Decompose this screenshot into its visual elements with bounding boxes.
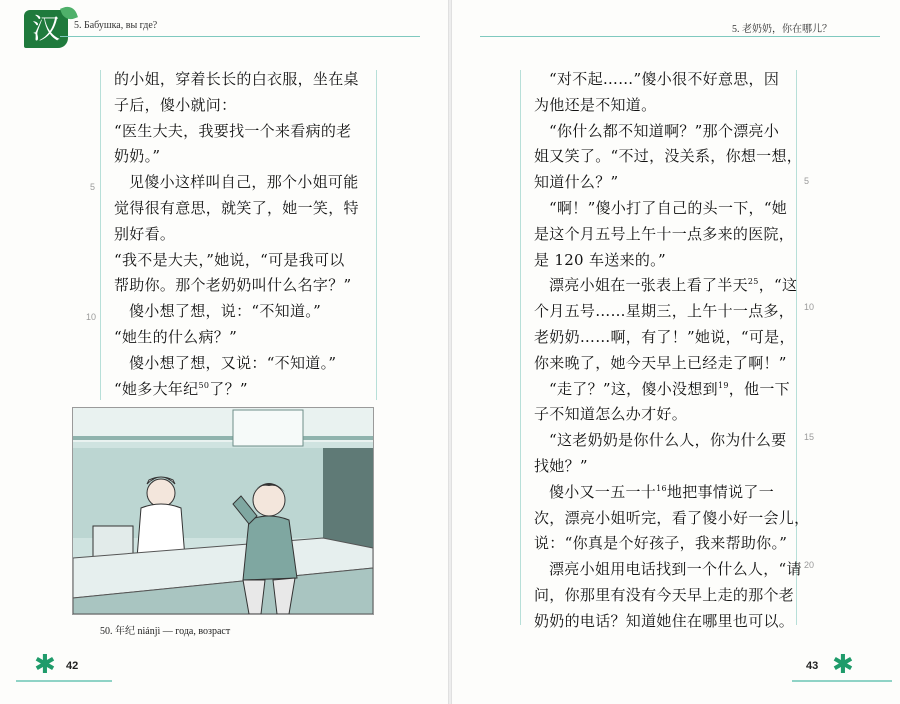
book-logo xyxy=(24,10,68,48)
text-line xyxy=(534,377,809,403)
text-line: 个月五号……星期三，上午十一点多， xyxy=(534,302,795,321)
text-line xyxy=(534,273,809,299)
text-line: 帮助你。那个老奶奶叫什么名字？” xyxy=(114,276,352,295)
text-margin-rule xyxy=(100,70,101,400)
line-number: 10 xyxy=(86,312,97,322)
text-line: 奶奶的电话？知道她住在哪里也可以。 xyxy=(534,611,795,630)
text-segment: 漂亮小姐在一张表上看了半天 xyxy=(549,276,748,295)
line-number: 5 xyxy=(804,176,810,186)
text-line: 是 120 车送来的。” xyxy=(534,250,666,269)
right-body-text xyxy=(534,67,809,635)
footer-rule xyxy=(792,680,892,682)
text-line: 的小姐，穿着长长的白衣服，坐在桌 xyxy=(114,70,359,88)
flower-icon: ✱ xyxy=(34,650,56,680)
text-margin-rule xyxy=(520,70,521,625)
text-line: 老奶奶……啊，有了！”她说，“可是， xyxy=(534,327,795,346)
text-line: “啊！”傻小打了自己的头一下，“她 xyxy=(549,198,788,217)
footer-rule xyxy=(16,680,112,682)
text-line: 觉得很有意思，就笑了，她一笑，特 xyxy=(114,198,359,217)
text-line: 见傻小这样叫自己，那个小姐可能 xyxy=(129,173,359,192)
text-segment: 傻小又一五一十 xyxy=(549,482,657,501)
text-line: 别好看。 xyxy=(114,224,176,243)
text-line: 说：“你真是个好孩子，我来帮助你。” xyxy=(534,534,788,553)
page-number: 42 xyxy=(66,660,79,672)
header-rule xyxy=(60,36,420,37)
text-line: 次，漂亮小姐听完，看了傻小好一会儿， xyxy=(534,508,810,527)
text-margin-rule xyxy=(376,70,377,400)
text-segment: “走了？”这，傻小没想到 xyxy=(549,379,718,398)
text-line: 问，你那里有没有今天早上走的那个老 xyxy=(534,585,795,604)
text-line: 找她？” xyxy=(534,456,588,475)
text-line: “她生的什么病？” xyxy=(114,327,238,346)
header-rule xyxy=(480,36,880,37)
text-line xyxy=(534,480,809,506)
text-line: 你来晚了，她今天早上已经走了啊！” xyxy=(534,353,787,372)
footnote-marker: 19 xyxy=(717,380,729,390)
illustration-svg xyxy=(73,408,373,614)
text-segment: 地把事情说了一 xyxy=(666,482,774,501)
text-segment: ，他一下 xyxy=(728,379,790,398)
text-line: 奶奶。” xyxy=(114,147,161,166)
text-line: “这老奶奶是你什么人，你为什么要 xyxy=(549,431,787,450)
text-line: “对不起……”傻小很不好意思，因 xyxy=(549,70,780,88)
page-number: 43 xyxy=(806,660,819,672)
footnote: 50. 年纪 niánjì — года, возраст xyxy=(100,626,231,637)
running-header-right: 5. 老奶奶，你在哪儿？ xyxy=(732,24,832,35)
line-number: 10 xyxy=(804,302,815,312)
text-line: 子后，傻小就问： xyxy=(114,95,237,114)
footnote-marker: 25 xyxy=(747,277,759,287)
text-line: 子不知道怎么办才好。 xyxy=(534,405,688,424)
text-line: 是这个月五号上午十一点多来的医院， xyxy=(534,224,795,243)
hospital-reception-illustration xyxy=(72,407,374,615)
text-line: 为他还是不知道。 xyxy=(534,95,657,114)
left-page xyxy=(0,0,448,704)
text-line: 知道什么？” xyxy=(534,173,619,192)
footnote-marker: 50 xyxy=(198,380,210,390)
text-line: “我不是大夫，”她说，“可是我可以 xyxy=(114,250,345,269)
text-line xyxy=(114,377,359,403)
text-line: 漂亮小姐用电话找到一个什么人，“请 xyxy=(549,560,802,579)
running-header-left: 5. Бабушка, вы где? xyxy=(74,20,158,31)
line-number: 20 xyxy=(804,560,815,570)
text-line: 傻小想了想，说：“不知道。” xyxy=(129,302,322,321)
text-line: “医生大夫，我要找一个来看病的老 xyxy=(114,121,352,140)
text-segment: “她多大年纪 xyxy=(114,379,199,398)
text-line: 傻小想了想，又说：“不知道。” xyxy=(129,353,337,372)
text-line: 姐又笑了。“不过，没关系，你想一想， xyxy=(534,147,803,166)
line-number: 15 xyxy=(804,432,815,442)
footnote-marker: 16 xyxy=(656,483,667,493)
flower-icon: ✱ xyxy=(832,650,854,680)
text-segment: ，“这 xyxy=(758,276,798,295)
text-segment: 了？” xyxy=(209,379,248,398)
logo-glyph: 汉 xyxy=(31,12,60,45)
text-line: “你什么都不知道啊？”那个漂亮小 xyxy=(549,121,780,140)
left-body-text xyxy=(114,67,359,402)
line-number: 5 xyxy=(90,182,96,192)
